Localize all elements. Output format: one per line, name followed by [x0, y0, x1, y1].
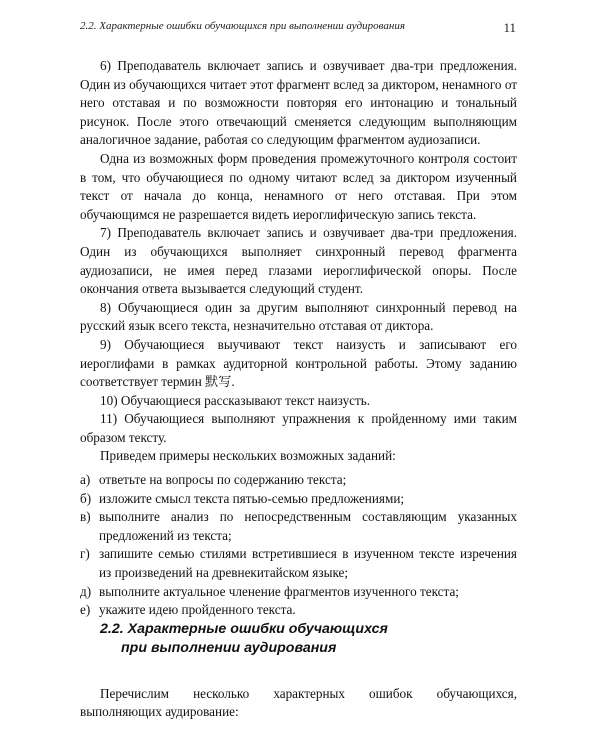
list-marker: в)	[80, 509, 91, 525]
task-list	[80, 471, 517, 620]
task-list-item	[80, 471, 517, 490]
list-marker: а)	[80, 472, 91, 488]
list-item-text: укажите идею пройденного текста.	[99, 602, 296, 618]
list-item-text: выполните анализ по непосредственным составляющим указанных предложений из текста;	[99, 509, 517, 543]
list-item-text: запишите семью стилями встретившиеся в изученном тексте изречения из произведений на древнекитайском языке;	[99, 546, 517, 581]
list-item-text: ответьте на вопросы по содержанию текста;	[99, 472, 347, 488]
list-marker: е)	[80, 602, 91, 618]
task-list-item	[80, 601, 517, 620]
section-heading-line1: 2.2. Характерные ошибки обучающихся	[100, 620, 388, 637]
section-heading	[80, 620, 517, 658]
task-list-item	[80, 583, 517, 602]
page-number: 11	[503, 20, 516, 35]
page-body	[80, 57, 517, 722]
paragraph-item-6: 6) Преподаватель включает запись и озвучивает два-три предложения. Один из обучающихся читает этот фрагмент вслед за диктором, ненамного от него отставая и по возможности повторяя его интонацию и тональный рисунок. После этого отвечающий сменяется следующим выполняющим аналогичное задание, работая со следующим фрагментом аудиозаписи.	[80, 58, 517, 148]
paragraph-item-7: 7) Преподаватель включает запись и озвучивает два-три предложения. Один из обучающихся выполняет синхронный перевод фрагмента аудиозаписи, не имея перед глазами иероглифической опоры. После окончания ответа вызывается следующий студент.	[80, 225, 517, 297]
paragraph-item-11: 11) Обучающиеся выполняют упражнения к пройденному ими таким образом тексту.	[80, 411, 517, 445]
paragraph-intermediate-control: Одна из возможных форм проведения промежуточного контроля состоит в том, что обучающиеся по одному читают вслед за диктором изученный текст от начала до конца, ненамного от него отставая. При этом обучающимся не разрешается видеть иероглифическую запись текста.	[80, 150, 517, 222]
paragraph-item-8: 8) Обучающиеся один за другим выполняют синхронный перевод на русский язык всего текста, незначительно отставая от диктора.	[80, 299, 517, 334]
task-list-item	[80, 545, 517, 582]
running-head: 2.2. Характерные ошибки обучающихся при выполнении аудирования	[80, 20, 405, 32]
paragraph-item-10: 10) Обучающиеся рассказывают текст наизусть.	[100, 392, 371, 408]
list-item-text: выполните актуальное членение фрагментов изученного текста;	[99, 583, 459, 599]
list-marker: б)	[80, 490, 92, 506]
section-intro-paragraph: Перечислим несколько характерных ошибок обучающихся, выполняющих аудирование:	[80, 685, 517, 720]
list-item-text: изложите смысл текста пятью-семью предложениями;	[99, 490, 405, 506]
task-list-item	[80, 490, 517, 509]
list-marker: д)	[80, 583, 92, 599]
list-marker: г)	[80, 546, 90, 562]
section-heading-line2: при выполнении аудирования	[121, 639, 337, 656]
paragraph-examples-intro: Приведем примеры нескольких возможных заданий:	[100, 448, 396, 464]
paragraph-item-9: 9) Обучающиеся выучивают текст наизусть и записывают его иероглифами в рамках аудиторной контрольной работы. Этому заданию соответствует термин 默写.	[80, 336, 517, 390]
task-list-item	[80, 508, 517, 545]
